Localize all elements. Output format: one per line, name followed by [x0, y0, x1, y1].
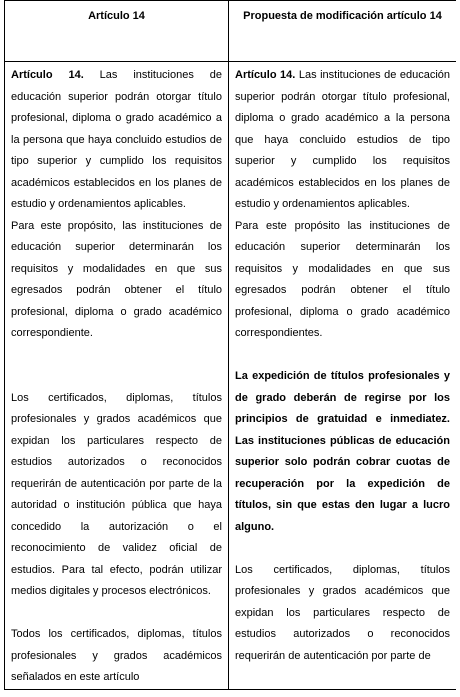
spacer [235, 538, 450, 560]
current-paragraph-3: Los certificados, diplomas, títulos profesionales y grados académicos que expidan los particulares respecto de estudios autorizados o reconocidos requerirán de autenticación por parte de la autoridad o institución pública que haya concedido la autorización o el reconocimiento de validez oficial de estudios. Para tal efecto, podrán utilizar medios digitales y procesos electrónicos. [11, 391, 222, 597]
body-row [5, 62, 457, 690]
proposed-paragraph-1 [235, 65, 450, 216]
proposed-article-label: Artículo 14. [235, 69, 296, 81]
document-page [4, 0, 456, 697]
proposed-paragraph-3 [235, 366, 450, 538]
header-current-article: Artículo 14 [5, 1, 229, 62]
header-proposed-article: Propuesta de modificación artículo 14 [229, 1, 457, 62]
proposed-paragraph-1-text: Las instituciones de educación superior podrán otorgar título profesional, diploma o grado académico a la persona que haya concluido estudios de tipo superior y cumplido los requisitos académicos establecidos en los planes de estudio y ordenamientos aplicables. [235, 69, 450, 210]
current-paragraph-4: Todos los certificados, diplomas, títulos profesionales y grados académicos señalados en este artículo [11, 628, 222, 683]
spacer [11, 345, 222, 367]
spacer [11, 603, 222, 625]
proposed-paragraph-4: Los certificados, diplomas, títulos profesionales y grados académicos que expidan los particulares respecto de estudios autorizados o reconocidos requerirán de autenticación por parte de [235, 563, 450, 662]
comparison-table [4, 0, 456, 690]
current-paragraph-1 [11, 65, 222, 216]
header-row [5, 1, 457, 62]
current-paragraph-2: Para este propósito, las instituciones de educación superior determinarán los requisitos y modalidades en que sus egresados podrán obtener el título profesional, diploma o grado académico correspondiente. [11, 219, 222, 339]
current-paragraph-1-text: Las instituciones de educación superior podrán otorgar título profesional, diploma o grado académico a la persona que haya concluido estudios de tipo superior y cumplido los requisitos académicos establecidos en los planes de estudio y ordenamientos aplicables. [11, 69, 223, 210]
proposed-paragraph-2: Para este propósito las instituciones de educación superior determinarán los requisitos y modalidades en que sus egresados podrán obtener el título profesional, diploma o grado académico correspondientes. [235, 219, 450, 339]
proposed-added-text: La expedición de títulos profesionales y de grado deberán de regirse por los principios de gratuidad e inmediatez. Las instituciones públicas de educación superior solo podrán cobrar cuotas de recuperación por la expedición de títulos, sin que estas den lugar a lucro alguno. [235, 370, 450, 533]
spacer [235, 345, 450, 367]
spacer [11, 366, 222, 388]
current-text-cell [5, 62, 229, 690]
current-article-label: Artículo 14. [11, 69, 84, 81]
proposed-text-cell [229, 62, 457, 690]
